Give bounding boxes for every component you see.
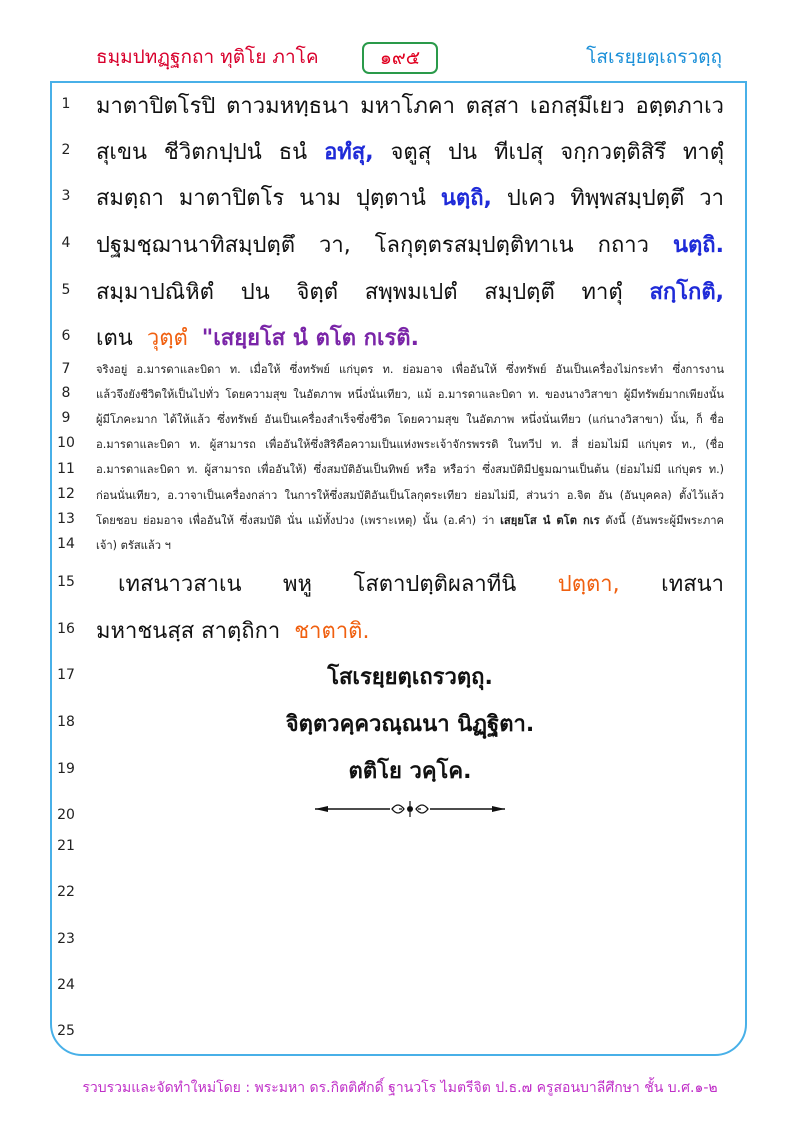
highlight-word: วุตฺตํ xyxy=(146,326,188,351)
pali-line-2 xyxy=(96,134,724,169)
header-story-title: โสเรยฺยตฺเถรวตฺถุ xyxy=(586,46,722,68)
note-line-10: อ.มารดาและบิดา ท. ผู้สามารถ เพื่ออันให้ซึ่งสิริคือความเป็นแห่งพระเจ้าจักรพรรดิ ในทวีป ท. สี่ ย่อมไม่มี แก่บุตร ท., (ชื่อ xyxy=(96,438,724,451)
header-book-title: ธมฺมปทฏฺฐกถา ทุติโย ภาโค xyxy=(96,46,319,68)
note-text: ดังนี้ (อันพระผู้มีพระภาค xyxy=(605,514,724,527)
pali-text: สมตฺถา มาตาปิตโร นาม ปุตฺตานํ xyxy=(96,186,426,211)
line-number: 14 xyxy=(57,536,75,552)
pali-text: ปเคว ทิพฺพสมฺปตฺตึ วา xyxy=(506,186,724,211)
note-line-9: ผู้มีโภคะมาก ได้ให้แล้ว ซึ่งทรัพย์ อันเป็นเครื่องสำเร็จซึ่งชีวิต โดยความสุข ในอัตภาพ หนึ่งนั่นเทียว (แก่นางวิสาขา) นั้น, ก็ ชื่อ xyxy=(96,413,724,426)
note-line-14: เจ้า) ตรัสแล้ว ฯ xyxy=(96,539,171,552)
footer-credit: รวบรวมและจัดทำใหม่โดย : พระมหา ดร.กิตติศักดิ์ ฐานวโร ไมตรีจิต ป.ธ.๗ ครูสอนบาลีศึกษา ชั้น บ.ศ.๑-๒ xyxy=(82,1080,718,1096)
line-number: 1 xyxy=(61,96,71,112)
note-line-12: ก่อนนั่นเทียว, อ.วาจาเป็นเครื่องกล่าว ในการให้ซึ่งสมบัติอันเป็นโลกุตระเทียว ย่อมไม่มี, ส่วนว่า อ.จิต อัน (อันบุคคล) ตั้งไว้แล้ว xyxy=(96,489,724,502)
pali-line-4 xyxy=(96,227,724,262)
pali-line-15 xyxy=(118,566,724,601)
pali-line-6 xyxy=(96,320,724,355)
line-number: 15 xyxy=(57,574,75,590)
line-number: 21 xyxy=(57,838,75,854)
note-line-8: แล้วจึงยังชีวิตให้เป็นไปทั่ว โดยความสุข ในอัตภาพ หนึ่งนั่นเทียว, แม้ อ.มารดาและบิดา ท. ของนางวิสาขา ผู้มีทรัพย์มากเพียงนั้น xyxy=(96,388,724,401)
quoted-verse: "เสยฺยโส นํ ตโต กเรติ. xyxy=(201,326,419,351)
note-text: โดยชอบ ย่อมอาจ เพื่ออันให้ ซึ่งสมบัติ นั่น แม้ทั้งปวง (เพราะเหตุ) นั้น (อ.คำ) ว่า xyxy=(96,514,495,527)
highlight-word: สกฺโกติ, xyxy=(649,280,724,305)
pali-text: เทสนา xyxy=(661,572,725,597)
note-line-13 xyxy=(96,511,724,529)
line-number: 8 xyxy=(61,385,71,401)
line-number: 17 xyxy=(57,667,75,683)
pali-text: จตูสุ ปน ทีเปสุ จกฺกวตฺติสิรึ ทาตุํ xyxy=(390,140,725,165)
pali-text: มหาชนสฺส สาตฺถิกา xyxy=(96,619,281,644)
pali-text: ปฐมชฺฌานาทิสมฺปตฺตึ วา, โลกุตฺตรสมฺปตฺติทาเน กถาว xyxy=(96,233,649,258)
line-number: 4 xyxy=(61,235,71,251)
pali-text: เทสนาวสาเน พหู โสตาปตฺติผลาทีนิ xyxy=(118,572,517,597)
line-number: 20 xyxy=(57,807,75,823)
ornament-divider-icon xyxy=(310,798,510,820)
line-number: 16 xyxy=(57,621,75,637)
highlight-word: อทํสุ, xyxy=(324,140,374,165)
pali-line-1: มาตาปิตโรปิ ตาวมหทฺธนา มหาโภคา ตสฺสา เอกสฺมึเยว อตฺตภาเว xyxy=(96,94,724,119)
line-number: 22 xyxy=(57,884,75,900)
line-number: 9 xyxy=(61,410,71,426)
line-number: 3 xyxy=(61,188,71,204)
pali-line-3 xyxy=(96,180,724,215)
pali-text: สุเขน ชีวิตกปฺปนํ ธนํ xyxy=(96,140,308,165)
highlight-word: นตฺถิ, xyxy=(440,186,492,211)
line-number: 2 xyxy=(61,142,71,158)
vagga-end-title: ตติโย วคฺโค. xyxy=(348,759,472,784)
line-number: 5 xyxy=(61,282,71,298)
line-number: 19 xyxy=(57,761,75,777)
highlight-word: ปตฺตา, xyxy=(557,572,620,597)
pali-line-5 xyxy=(96,274,724,309)
pali-text: เตน xyxy=(96,326,133,351)
line-number: 24 xyxy=(57,977,75,993)
chapter-end-title: จิตฺตวคฺควณฺณนา นิฏฺฐิตา. xyxy=(285,712,535,737)
note-quote: เสยฺยโส นํ ตโต กเร xyxy=(500,514,600,527)
highlight-word: ชาตาติ. xyxy=(294,619,370,644)
line-number: 12 xyxy=(57,486,75,502)
line-number: 23 xyxy=(57,931,75,947)
page-number-badge: ๑๙๕ xyxy=(362,42,438,74)
line-number: 11 xyxy=(57,461,75,477)
line-number: 13 xyxy=(57,511,75,527)
note-line-11: อ.มารดาและบิดา ท. ผู้สามารถ เพื่ออันให้) ซึ่งสมบัติอันเป็นทิพย์ หรือ หรือว่า ซึ่งสมบัติมีปฐมฌานเป็นต้น (ย่อมไม่มี แก่บุตร ท.) xyxy=(96,463,724,476)
highlight-word: นตฺถิ. xyxy=(672,233,724,258)
story-end-title: โสเรยฺยตฺเถรวตฺถุ. xyxy=(327,665,493,690)
line-number: 10 xyxy=(57,435,75,451)
note-line-7: จริงอยู่ อ.มารดาและบิดา ท. เมื่อให้ ซึ่งทรัพย์ แก่บุตร ท. ย่อมอาจ เพื่ออันให้ ซึ่งทรัพย์ อันเป็นเครื่องไม่กระทำ ซึ่งการงาน xyxy=(96,363,724,376)
line-number: 18 xyxy=(57,714,75,730)
pali-text: สมฺมาปณิหิตํ ปน จิตฺตํ สพฺพมเปตํ สมฺปตฺตึ ทาตุํ xyxy=(96,280,623,305)
pali-line-16 xyxy=(96,613,724,648)
line-number: 7 xyxy=(61,361,71,377)
line-number: 6 xyxy=(61,328,71,344)
line-number: 25 xyxy=(57,1023,75,1039)
